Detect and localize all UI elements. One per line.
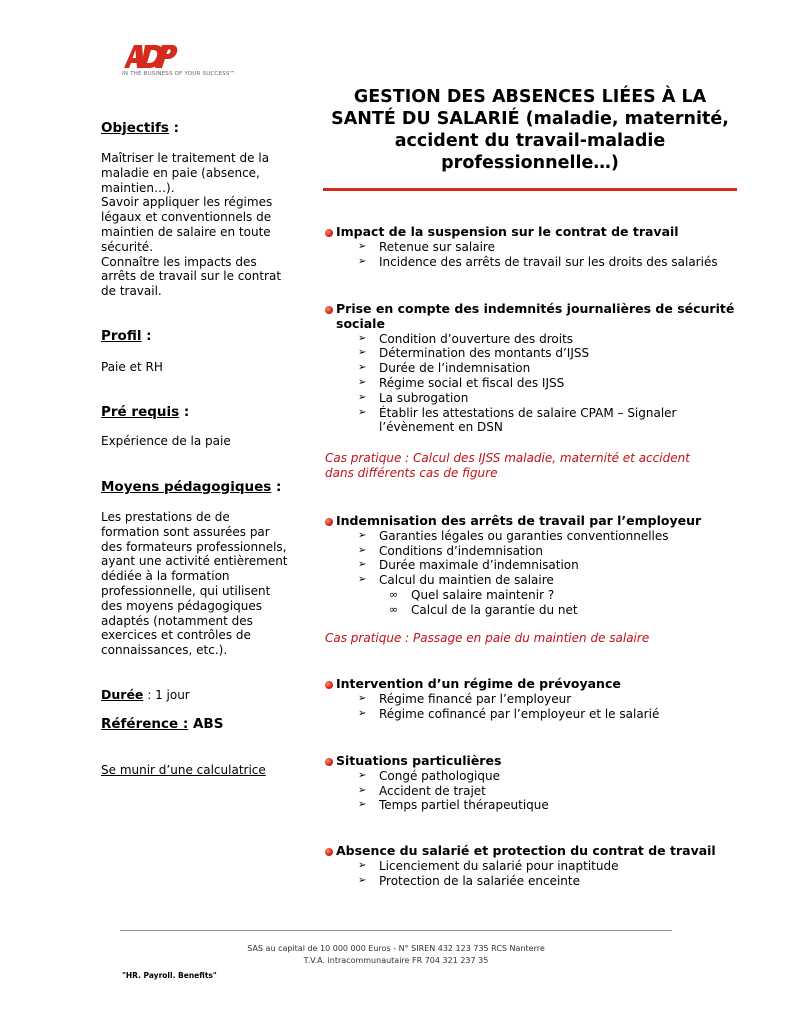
red-dot-icon <box>325 306 333 314</box>
arrow-right-icon: ➢ <box>358 376 367 388</box>
duree: Durée : 1 jour <box>101 687 190 702</box>
arrow-right-icon: ➢ <box>358 559 367 571</box>
profil-heading: Profil : <box>101 328 152 344</box>
list-item: ➢ Accident de trajet <box>358 783 486 798</box>
list-item: ➢ Condition d’ouverture des droits <box>358 331 574 346</box>
section-protection-contrat <box>323 844 743 888</box>
list-item: ➢ Durée de l’indemnisation <box>358 361 531 376</box>
arrow-right-icon: ➢ <box>358 692 367 704</box>
list-item: ➢ Durée maximale d’indemnisation <box>358 558 579 573</box>
list-item: ➢ Conditions d’indemnisation <box>358 543 543 558</box>
calculatrice-note: Se munir d’une calculatrice <box>101 763 266 777</box>
footer-tagline: "HR. Payroll. Benefits" <box>122 971 217 980</box>
list-item: ➢ La subrogation <box>358 390 469 405</box>
section-ijss <box>323 302 743 435</box>
arrow-right-icon: ➢ <box>358 874 367 886</box>
list-item: ➢ Régime financé par l’employeur <box>358 691 572 706</box>
footer-company-info: SAS au capital de 10 000 000 Euros - N° SIREN 432 123 735 RCS Nanterre <box>247 944 545 953</box>
arrow-right-icon: ➢ <box>358 362 367 374</box>
case-study-maintien: Cas pratique : Passage en paie du maintien de salaire <box>325 631 650 645</box>
red-dot-icon <box>325 848 333 856</box>
objectifs-text: Maîtriser le traitement de la maladie en paie (absence, maintien…). Savoir appliquer les régimes légaux et conventionnels de maintien de salaire en toute sécurité. Connaître les impacts des arrêts de travail sur le contrat de travail. <box>101 151 282 299</box>
arrow-right-icon: ➢ <box>358 859 367 871</box>
list-item: ➢ Régime cofinancé par l’employeur et le salarié <box>358 706 660 721</box>
arrow-right-icon: ➢ <box>358 707 367 719</box>
reference: Référence : ABS <box>101 716 224 732</box>
moyens-text: Les prestations de de formation sont assurées par des formateurs professionnels, ayant une activité entièrement dédiée à la formation professionnelle, qui utilisent des moyens pédagogiques adaptés (notamment des exercices et contrôles de connaissances, etc.). <box>101 510 288 658</box>
section-heading: Indemnisation des arrêts de travail par l’employeur <box>323 514 743 529</box>
section-prevoyance <box>323 677 743 721</box>
red-dot-icon <box>325 681 333 689</box>
list-item: ➢ Temps partiel thérapeutique <box>358 798 549 813</box>
section-heading: Prise en compte des indemnités journalières de sécurité sociale <box>323 302 743 332</box>
infinity-bullet-icon: ∞ <box>389 587 399 601</box>
section-indemnisation-employeur <box>323 514 743 618</box>
infinity-bullet-icon: ∞ <box>389 602 399 616</box>
arrow-right-icon: ➢ <box>358 332 367 344</box>
arrow-right-icon: ➢ <box>358 799 367 811</box>
section-heading: Intervention d’un régime de prévoyance <box>323 677 743 692</box>
footer-divider <box>120 930 672 931</box>
arrow-right-icon: ➢ <box>358 406 367 418</box>
arrow-right-icon: ➢ <box>358 347 367 359</box>
moyens-heading: Moyens pédagogiques : <box>101 479 282 495</box>
sub-list-item: ∞ Quel salaire maintenir ? <box>389 587 555 602</box>
case-study-ijss: Cas pratique : Calcul des IJSS maladie, maternité et accident dans différents cas de figure <box>325 451 690 480</box>
list-item: ➢ Congé pathologique <box>358 768 500 783</box>
arrow-right-icon: ➢ <box>358 784 367 796</box>
adp-logo-mark <box>122 43 178 70</box>
sub-list-item: ∞ Calcul de la garantie du net <box>389 602 578 617</box>
arrow-right-icon: ➢ <box>358 574 367 586</box>
prerequis-heading: Pré requis : <box>101 404 190 420</box>
list-item: ➢ Établir les attestations de salaire CPAM – Signaler l’évènement en DSN <box>358 405 677 435</box>
list-item: ➢ Incidence des arrêts de travail sur les droits des salariés <box>358 254 718 269</box>
title-divider <box>323 188 737 191</box>
arrow-right-icon: ➢ <box>358 529 367 541</box>
arrow-right-icon: ➢ <box>358 255 367 267</box>
list-item: ➢ Licenciement du salarié pour inaptitude <box>358 858 619 873</box>
section-impact-suspension <box>323 225 743 269</box>
list-item: ➢ Détermination des montants d’IJSS <box>358 346 590 361</box>
list-item: ➢ Protection de la salariée enceinte <box>358 873 580 888</box>
list-item: ➢ Régime social et fiscal des IJSS <box>358 375 565 390</box>
list-item: ➢ Garanties légales ou garanties conventionnelles <box>358 528 669 543</box>
section-situations-particulieres <box>323 754 743 813</box>
arrow-right-icon: ➢ <box>358 769 367 781</box>
footer-vat-info: T.V.A. intracommunautaire FR 704 321 237 35 <box>303 956 489 965</box>
red-dot-icon <box>325 758 333 766</box>
profil-text: Paie et RH <box>101 360 163 374</box>
section-heading: Absence du salarié et protection du contrat de travail <box>323 844 743 859</box>
list-item: ➢ Calcul du maintien de salaire <box>358 573 554 588</box>
logo-tagline: IN THE BUSINESS OF YOUR SUCCESS™ <box>122 71 236 77</box>
arrow-right-icon: ➢ <box>358 240 367 252</box>
section-heading: Situations particulières <box>323 754 743 769</box>
page-title: GESTION DES ABSENCES LIÉES À LA SANTÉ DU SALARIÉ (maladie, maternité, accident du travail-maladie professionnelle…) <box>331 87 729 173</box>
section-heading: Impact de la suspension sur le contrat de travail <box>323 225 743 240</box>
red-dot-icon <box>325 229 333 237</box>
list-item: ➢ Retenue sur salaire <box>358 239 495 254</box>
arrow-right-icon: ➢ <box>358 544 367 556</box>
company-logo <box>122 43 262 83</box>
objectifs-heading: Objectifs : <box>101 120 180 136</box>
arrow-right-icon: ➢ <box>358 391 367 403</box>
red-dot-icon <box>325 518 333 526</box>
prerequis-text: Expérience de la paie <box>101 434 231 448</box>
